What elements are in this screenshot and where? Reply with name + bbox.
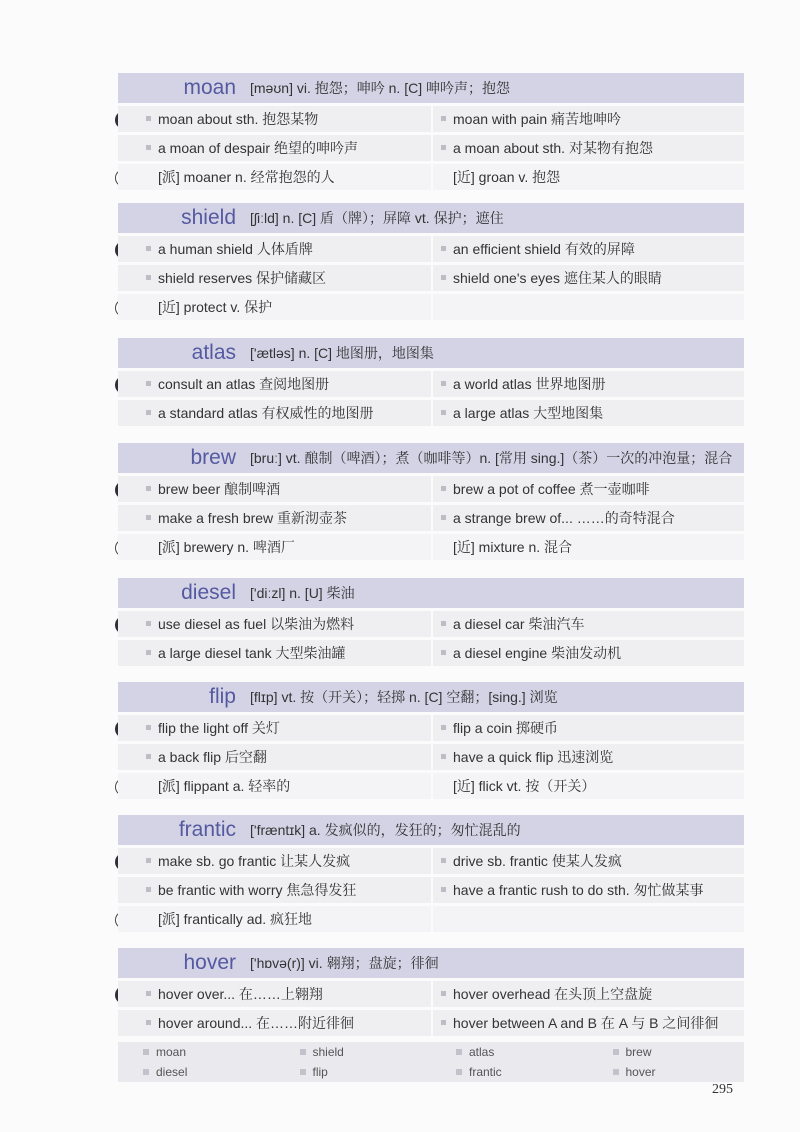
usage-phrase: hover between A and B 在 A 与 B 之间徘徊 <box>431 1010 744 1036</box>
usage-phrase: a diesel car 柴油汽车 <box>431 611 744 637</box>
usage-row <box>118 637 744 666</box>
usage-phrase: hover overhead 在头顶上空盘旋 <box>431 981 744 1007</box>
headword: diesel <box>181 581 236 604</box>
usage-phrase: a back flip 后空翻 <box>118 744 431 770</box>
usage-block <box>118 608 744 666</box>
entry-header <box>118 203 744 233</box>
usage-phrase: flip the light off 关灯 <box>118 715 431 741</box>
usage-row <box>118 233 744 262</box>
review-word: diesel <box>118 1062 275 1082</box>
usage-block <box>118 712 744 799</box>
extension-row <box>118 903 744 932</box>
usage-phrase: have a frantic rush to do sth. 匆忙做某事 <box>431 877 744 903</box>
headword: brew <box>190 446 236 469</box>
headword: atlas <box>191 341 236 364</box>
usage-phrase: shield reserves 保护储藏区 <box>118 265 431 291</box>
entry-header <box>118 682 744 712</box>
usage-row <box>118 845 744 874</box>
extension-item: [近] flick vt. 按（开关） <box>431 773 744 799</box>
usage-phrase: moan about sth. 抱怨某物 <box>118 106 431 132</box>
definition: ['fræntɪk] a. 发疯似的，发狂的；匆忙混乱的 <box>250 822 521 838</box>
usage-block <box>118 978 744 1036</box>
review-word: hover <box>588 1062 745 1082</box>
extension-row <box>118 770 744 799</box>
usage-phrase: brew beer 酿制啤酒 <box>118 476 431 502</box>
extension-item: [派] moaner n. 经常抱怨的人 <box>118 164 431 190</box>
usage-phrase: make a fresh brew 重新沏壶茶 <box>118 505 431 531</box>
usage-phrase: hover over... 在……上翱翔 <box>118 981 431 1007</box>
entry-flip <box>118 682 744 799</box>
usage-row <box>118 368 744 397</box>
entry-frantic <box>118 815 744 932</box>
usage-block <box>118 845 744 932</box>
headword: moan <box>183 76 236 99</box>
usage-row <box>118 397 744 426</box>
page-number: 295 <box>712 1082 733 1097</box>
definition: ['hɒvə(r)] vi. 翱翔；盘旋；徘徊 <box>250 955 439 971</box>
definition: ['ætləs] n. [C] 地图册，地图集 <box>250 345 434 361</box>
usage-row <box>118 874 744 903</box>
definition: [ʃiːld] n. [C] 盾（牌）；屏障 vt. 保护；遮住 <box>250 210 504 226</box>
extension-item: [派] brewery n. 啤酒厂 <box>118 534 431 560</box>
extension-item: [派] flippant a. 轻率的 <box>118 773 431 799</box>
entry-header <box>118 443 744 473</box>
usage-phrase: hover around... 在……附近徘徊 <box>118 1010 431 1036</box>
usage-row <box>118 741 744 770</box>
headword: flip <box>209 685 236 708</box>
entry-header <box>118 948 744 978</box>
usage-phrase: make sb. go frantic 让某人发疯 <box>118 848 431 874</box>
review-word: shield <box>275 1042 432 1062</box>
usage-phrase: a moan about sth. 对某物有抱怨 <box>431 135 744 161</box>
usage-phrase: have a quick flip 迅速浏览 <box>431 744 744 770</box>
entry-header <box>118 815 744 845</box>
usage-phrase: be frantic with worry 焦急得发狂 <box>118 877 431 903</box>
review-word-grid <box>118 1042 744 1082</box>
usage-phrase: a diesel engine 柴油发动机 <box>431 640 744 666</box>
extension-row <box>118 161 744 190</box>
usage-block <box>118 103 744 190</box>
extension-item: [派] frantically ad. 疯狂地 <box>118 906 431 932</box>
usage-phrase: use diesel as fuel 以柴油为燃料 <box>118 611 431 637</box>
entry-diesel <box>118 578 744 666</box>
entry-brew <box>118 443 744 560</box>
usage-phrase: drive sb. frantic 使某人发疯 <box>431 848 744 874</box>
usage-row <box>118 978 744 1007</box>
extension-row <box>118 291 744 320</box>
usage-phrase: brew a pot of coffee 煮一壶咖啡 <box>431 476 744 502</box>
usage-phrase: an efficient shield 有效的屏障 <box>431 236 744 262</box>
review-word: atlas <box>431 1042 588 1062</box>
usage-row <box>118 502 744 531</box>
usage-block <box>118 473 744 560</box>
entry-header <box>118 338 744 368</box>
extension-item <box>431 294 744 320</box>
usage-block <box>118 233 744 320</box>
usage-phrase: moan with pain 痛苦地呻吟 <box>431 106 744 132</box>
extension-row <box>118 531 744 560</box>
usage-phrase: a human shield 人体盾牌 <box>118 236 431 262</box>
headword: shield <box>181 206 236 229</box>
extension-item: [近] groan v. 抱怨 <box>431 164 744 190</box>
entry-moan <box>118 73 744 190</box>
entry-atlas <box>118 338 744 426</box>
usage-phrase: a strange brew of... ……的奇特混合 <box>431 505 744 531</box>
review-word: frantic <box>431 1062 588 1082</box>
entry-header <box>118 578 744 608</box>
usage-row <box>118 103 744 132</box>
extension-item: [近] protect v. 保护 <box>118 294 431 320</box>
usage-phrase: a standard atlas 有权威性的地图册 <box>118 400 431 426</box>
usage-phrase: shield one's eyes 遮住某人的眼睛 <box>431 265 744 291</box>
usage-row <box>118 1007 744 1036</box>
definition: [flɪp] vt. 按（开关）；轻掷 n. [C] 空翻；[sing.] 浏览 <box>250 689 558 705</box>
usage-row <box>118 712 744 741</box>
usage-phrase: a moan of despair 绝望的呻吟声 <box>118 135 431 161</box>
usage-row <box>118 262 744 291</box>
extension-item: [近] mixture n. 混合 <box>431 534 744 560</box>
definition: [məʊn] vi. 抱怨；呻吟 n. [C] 呻吟声；抱怨 <box>250 80 510 96</box>
entry-shield <box>118 203 744 320</box>
definition: [bruː] vt. 酿制（啤酒）；煮（咖啡等）n. [常用 sing.]（茶）一次的冲泡量；混合 <box>250 450 733 466</box>
usage-phrase: a large diesel tank 大型柴油罐 <box>118 640 431 666</box>
usage-phrase: consult an atlas 查阅地图册 <box>118 371 431 397</box>
review-word: flip <box>275 1062 432 1082</box>
definition: ['diːzl] n. [U] 柴油 <box>250 585 355 601</box>
usage-phrase: a large atlas 大型地图集 <box>431 400 744 426</box>
usage-phrase: flip a coin 掷硬币 <box>431 715 744 741</box>
usage-row <box>118 608 744 637</box>
usage-row <box>118 132 744 161</box>
usage-block <box>118 368 744 426</box>
extension-item <box>431 906 744 932</box>
headword: hover <box>183 951 236 974</box>
usage-row <box>118 473 744 502</box>
headword: frantic <box>178 818 236 841</box>
usage-phrase: a world atlas 世界地图册 <box>431 371 744 397</box>
review-word: brew <box>588 1042 745 1062</box>
review-word: moan <box>118 1042 275 1062</box>
entry-hover <box>118 948 744 1036</box>
entry-header <box>118 73 744 103</box>
